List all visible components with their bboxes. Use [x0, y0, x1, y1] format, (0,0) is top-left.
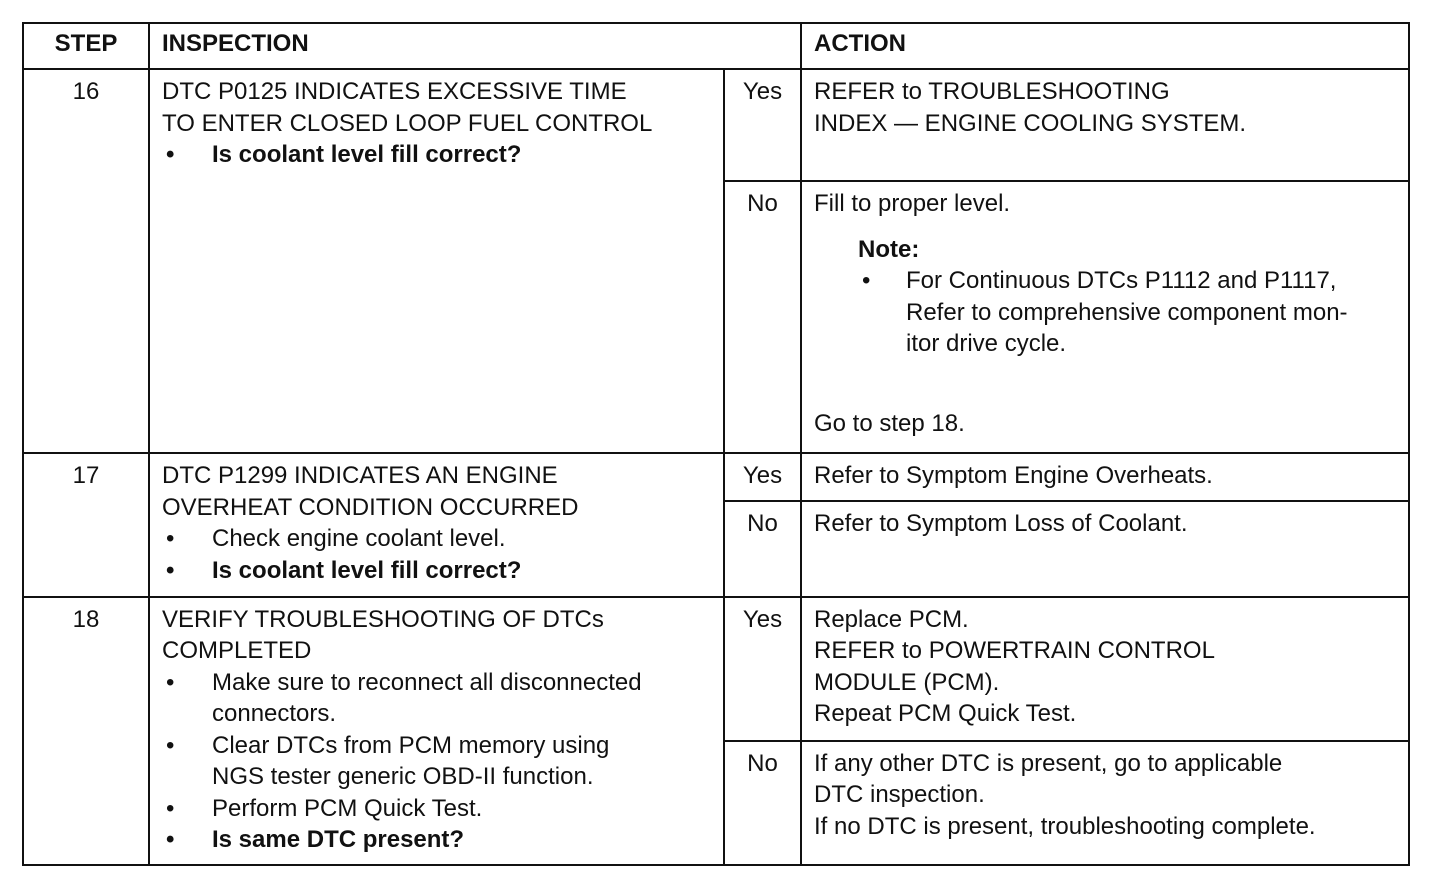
no-label: No — [747, 509, 778, 537]
note-label: Note: — [858, 235, 920, 263]
inspection-line: OVERHEAT CONDITION OCCURRED — [162, 493, 579, 521]
inspection-question: • Is coolant level fill correct? — [162, 555, 711, 587]
action-line: Replace PCM. — [814, 605, 969, 633]
no-label: No — [747, 749, 778, 777]
action-line: MODULE (PCM). — [814, 668, 1000, 696]
header-action: ACTION — [801, 23, 1409, 69]
step-number-cell — [23, 597, 149, 865]
inspection-question: • Is coolant level fill correct? — [162, 139, 711, 171]
step-number: 16 — [72, 78, 100, 105]
yes-label: Yes — [742, 605, 783, 633]
note-item: • For Continuous DTCs P1112 and P1117, Refer to comprehensive component mon- itor drive cycle. — [858, 265, 1396, 360]
yes-cell — [724, 453, 801, 501]
note-block — [858, 234, 1396, 360]
no-action-cell — [801, 181, 1409, 453]
no-action-cell — [801, 501, 1409, 597]
action-line: Fill to proper level. — [814, 190, 1011, 217]
table-row — [23, 597, 1409, 741]
no-cell — [724, 501, 801, 597]
yes-action-cell — [801, 453, 1409, 501]
action-line: Refer to Symptom Engine Overheats. — [814, 462, 1213, 489]
header-row — [23, 23, 1409, 69]
action-line: If no DTC is present, troubleshooting complete. — [814, 812, 1316, 840]
no-cell — [724, 181, 801, 453]
step-number-cell — [23, 69, 149, 453]
inspection-line: DTC P0125 INDICATES EXCESSIVE TIME — [162, 78, 627, 105]
action-line: INDEX — ENGINE COOLING SYSTEM. — [814, 109, 1247, 137]
inspection-line: TO ENTER CLOSED LOOP FUEL CONTROL — [162, 109, 653, 137]
inspection-question: • Is same DTC present? — [162, 824, 711, 856]
yes-action-cell — [801, 69, 1409, 181]
inspection-line: COMPLETED — [162, 637, 312, 664]
no-cell — [724, 741, 801, 865]
inspection-line: VERIFY TROUBLESHOOTING OF DTCs — [162, 605, 604, 633]
action-line: REFER to TROUBLESHOOTING — [814, 78, 1170, 105]
inspection-line: DTC P1299 INDICATES AN ENGINE — [162, 462, 558, 489]
action-line: DTC inspection. — [814, 781, 985, 808]
step-number: 18 — [72, 605, 100, 633]
action-line: REFER to POWERTRAIN CONTROL — [814, 637, 1215, 664]
step-number: 17 — [72, 462, 100, 489]
inspection-cell — [149, 453, 724, 597]
no-label: No — [747, 190, 778, 217]
header-inspection: INSPECTION — [149, 23, 801, 69]
action-line: Repeat PCM Quick Test. — [814, 700, 1077, 727]
inspection-step: • Make sure to reconnect all disconnected connectors. — [162, 667, 711, 730]
inspection-step: • Check engine coolant level. — [162, 523, 711, 555]
table-row — [23, 453, 1409, 501]
action-line: Refer to Symptom Loss of Coolant. — [814, 509, 1188, 537]
yes-label: Yes — [742, 78, 783, 105]
yes-cell — [724, 597, 801, 741]
yes-label: Yes — [742, 462, 783, 489]
yes-action-cell — [801, 597, 1409, 741]
inspection-cell — [149, 597, 724, 865]
inspection-cell — [149, 69, 724, 453]
table-row — [23, 69, 1409, 181]
inspection-step: • Clear DTCs from PCM memory using NGS tester generic OBD-II function. — [162, 730, 711, 793]
step-number-cell — [23, 453, 149, 597]
diagnostic-table — [22, 22, 1410, 866]
action-line: If any other DTC is present, go to applicable — [814, 749, 1283, 777]
no-action-cell — [801, 741, 1409, 865]
yes-cell — [724, 69, 801, 181]
header-step: STEP — [23, 23, 149, 69]
inspection-step: • Perform PCM Quick Test. — [162, 793, 711, 825]
action-line: Go to step 18. — [814, 409, 965, 437]
